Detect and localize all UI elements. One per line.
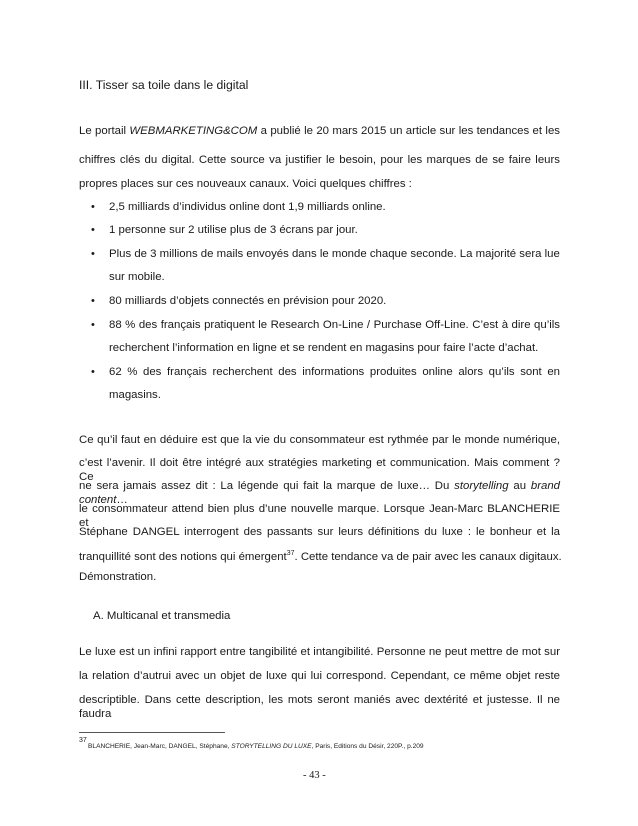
- footnote-separator: [79, 732, 225, 733]
- paragraph-2-line-6: tranquillité sont des notions qui émergent$^{37}$. Cette tendance va de pair avec les canaux digitaux.: [79, 550, 562, 563]
- footnote-text: BLANCHERIE, Jean-Marc, DANGEL, Stéphane, STORYTELLING DU LUXE, Paris, Editions du Désir, 220P., p.209: [88, 743, 424, 750]
- bullet-marker: •: [91, 295, 95, 307]
- intro-line-2: chiffres clés du digital. Cette source va justifier le besoin, pour les marques de se faire leurs: [79, 154, 560, 166]
- list-item-continuation: sur mobile.: [109, 271, 165, 283]
- bullet-marker: •: [91, 366, 95, 378]
- footnote-reference: 37: [286, 550, 295, 557]
- list-item: 2,5 milliards d’individus online dont 1,9 milliards online.: [109, 201, 386, 213]
- intro-line-3: propres places sur ces nouveaux canaux. Voici quelques chiffres :: [79, 178, 412, 190]
- bullet-marker: •: [91, 319, 95, 331]
- paragraph-2-line-3: ne sera jamais assez dit : La légende qui fait la marque de luxe… Du storytelling au brand content…: [79, 480, 560, 506]
- list-item: 1 personne sur 2 utilise plus de 3 écrans par jour.: [109, 224, 358, 236]
- list-item: 62 % des français recherchent des informations produites online alors qu’ils sont en: [109, 366, 560, 378]
- section-heading: III. Tisser sa toile dans le digital: [79, 78, 249, 92]
- paragraph-2-line-4: le consommateur attend bien plus d’une nouvelle marque. Lorsque Jean-Marc BLANCHERIE et: [79, 503, 560, 529]
- paragraph-2-line-1: Ce qu’il faut en déduire est que la vie du consommateur est rythmée par le monde numérique,: [79, 434, 560, 446]
- intro-line-1: Le portail WEBMARKETING&COM a publié le 20 mars 2015 un article sur les tendances et les: [79, 125, 560, 137]
- list-item-continuation: magasins.: [109, 389, 161, 401]
- bullet-marker: •: [91, 201, 95, 213]
- bullet-marker: •: [91, 224, 95, 236]
- bullet-marker: •: [91, 248, 95, 260]
- paragraph-3-line-3: descriptible. Dans cette description, les mots seront maniés avec dextérité et justesse. Il ne faudra: [79, 694, 560, 720]
- subsection-heading: A. Multicanal et transmedia: [93, 610, 231, 622]
- footnote-number: 37: [79, 737, 87, 744]
- list-item: 80 milliards d’objets connectés en prévision pour 2020.: [109, 295, 387, 307]
- paragraph-2-line-7: Démonstration.: [79, 571, 157, 583]
- paragraph-3-line-1: Le luxe est un infini rapport entre tangibilité et intangibilité. Personne ne peut mettre de mot sur: [79, 646, 560, 658]
- page-number: - 43 -: [303, 770, 326, 781]
- paragraph-2-line-5: Stéphane DANGEL interrogent des passants sur leurs définitions du luxe : le bonheur et la: [79, 526, 560, 538]
- list-item: 88 % des français pratiquent le Research On-Line / Purchase Off-Line. C’est à dire qu’ils: [109, 319, 560, 331]
- paragraph-3-line-2: la relation d’autrui avec un objet de luxe qui lui correspond. Cependant, ce même objet reste: [79, 670, 560, 682]
- list-item-continuation: recherchent l’information en ligne et se rendent en magasins pour faire l’acte d’achat.: [109, 342, 539, 354]
- paragraph-2-line-2: c’est l’avenir. Il doit être intégré aux stratégies marketing et communication. Mais comment ? Ce: [79, 457, 560, 483]
- list-item: Plus de 3 millions de mails envoyés dans le monde chaque seconde. La majorité sera lue: [109, 248, 560, 260]
